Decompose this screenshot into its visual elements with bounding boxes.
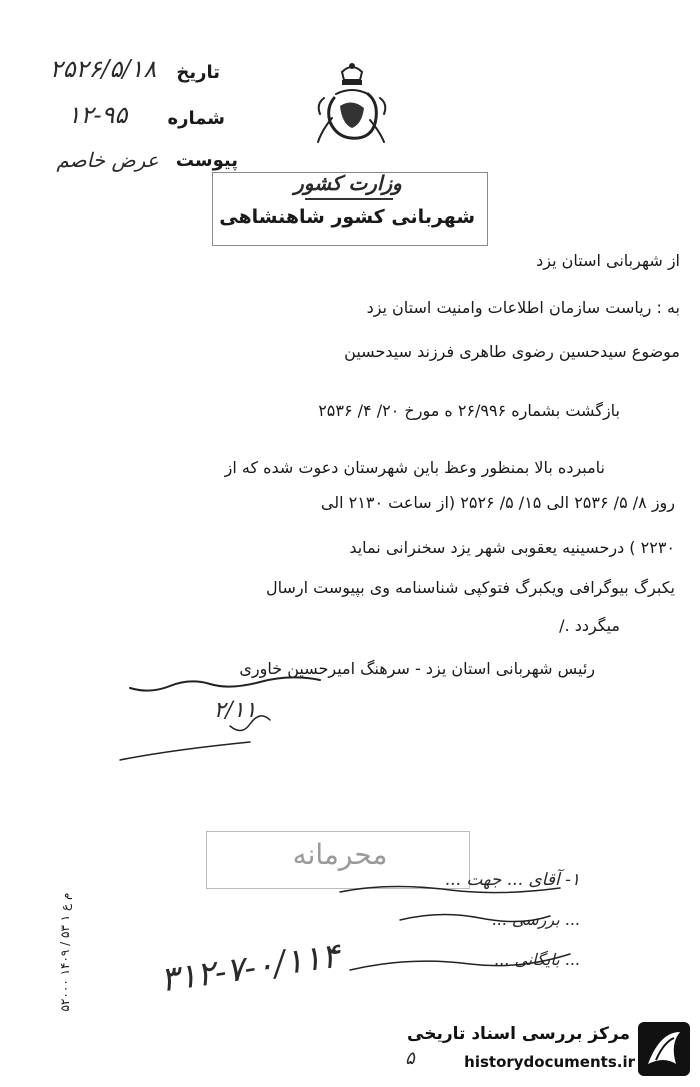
handwritten-note-3: ... بایگانی ... (494, 950, 580, 969)
subject-line: موضوع سیدحسین رضوی طاهری فرزند سیدحسین (344, 342, 680, 361)
body-line-2: روز ۸/ ۵/ ۲۵۳۶ الی ۱۵/ ۵/ ۲۵۲۶ (از ساعت ۲۱۳۰ الی (320, 493, 675, 512)
to-line: به : ریاست سازمان اطلاعات وامنیت استان یزد (366, 298, 680, 317)
ministry-underline (305, 198, 393, 200)
handwritten-note-1: ۱- آقای ... جهت ... (444, 870, 580, 890)
signature-scribble (110, 660, 390, 770)
signature-initial: ۲/۱۱ (213, 698, 257, 723)
date-value: ۲۵۲۶/۵/۱۸ (49, 55, 157, 83)
watermark-name: مرکز بررسی اسناد تاریخی (407, 1024, 630, 1044)
from-line: از شهربانی استان یزد (536, 251, 680, 270)
crown-lion-emblem (312, 58, 392, 158)
footer-mark: ۵ (405, 1048, 415, 1069)
number-value: ۱۲-۹۵ (67, 101, 128, 129)
attachment-label: پیوست (175, 150, 238, 171)
handwritten-number: ۳۱۲-۷-۰/۱۱۴ (157, 935, 343, 1001)
body-line-4: یکبرگ بیوگرافی ویکبرگ فتوکپی شناسنامه وی بپیوست ارسال (266, 578, 675, 597)
watermark-book-icon (636, 1020, 692, 1078)
reference-line: بازگشت بشماره ۲۶/۹۹۶ ه مورخ ۲۰/ ۴/ ۲۵۳۶ (318, 401, 620, 420)
side-vertical-text: ۵۲۰۰۰ ۱۴۰۹ / م ع ۱ ۵۳ (58, 892, 72, 1012)
handwritten-note-2: ... بررسی ... (491, 910, 580, 929)
date-label: تاریخ (176, 62, 220, 83)
signature-line: رئیس شهربانی استان یزد - سرهنگ امیرحسین خاوری (239, 659, 595, 678)
attachment-value: عرض خاصم (56, 148, 159, 172)
number-label: شماره (167, 108, 225, 129)
stamp-text: محرمانه (292, 838, 388, 871)
body-line-1: نامبرده بالا بمنظور وعظ باین شهرستان دعوت شده که از (224, 458, 605, 477)
body-line-3: ۲۲۳۰ ) درحسینیه یعقوبی شهر یزد سخنرانی نماید (349, 538, 675, 557)
office-title: شهربانی کشور شاهنشاهی (219, 206, 475, 228)
body-line-5: میگردد ./ (559, 616, 620, 635)
watermark-url: historydocuments.ir (464, 1053, 635, 1071)
handwritten-scribbles (330, 880, 590, 990)
ministry-title: وزارت کشور (294, 171, 402, 195)
